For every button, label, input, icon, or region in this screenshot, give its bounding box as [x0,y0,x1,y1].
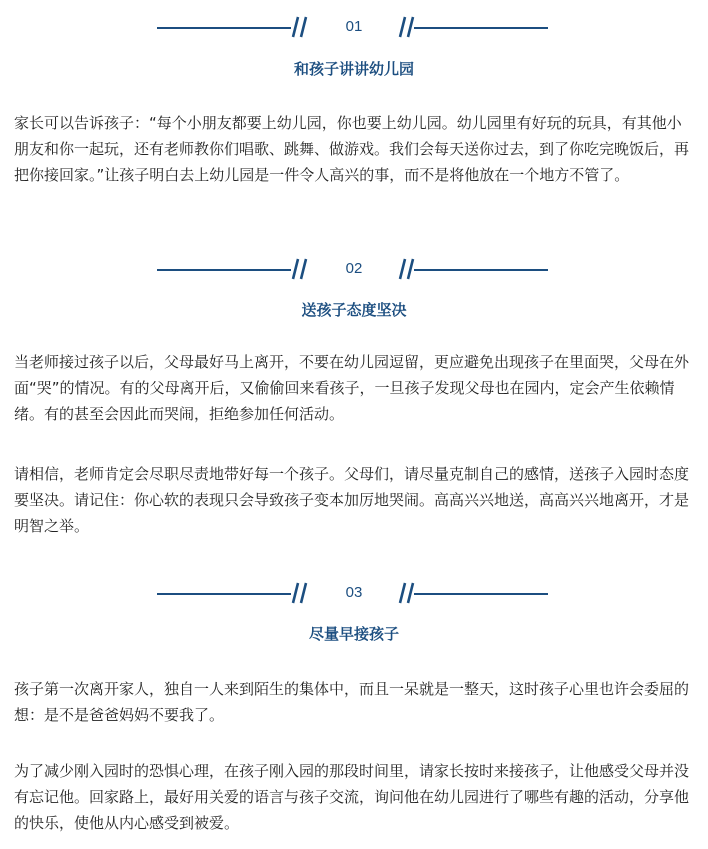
section-paragraph: 家长可以告诉孩子：“每个小朋友都要上幼儿园，你也要上幼儿园。幼儿园里有好玩的玩具，有其他小朋友和你一起玩，还有老师教你们唱歌、跳舞、做游戏。我们会每天送你过去，到了你吃完晚饭后，再把你接回家。”让孩子明白去上幼儿园是一件令人高兴的事，而不是将他放在一个地方不管了。 [14,114,690,184]
divider-line-left [157,27,291,29]
section-divider [0,256,708,286]
section-title: 和孩子讲讲幼儿园 [293,60,414,78]
section-divider [0,14,708,44]
section-paragraph: 请相信，老师肯定会尽职尽责地带好每一个孩子。父母们，请尽量克制自己的感情，送孩子入园时态度要坚决。请记住：你心软的表现只会导致孩子变本加厉地哭闹。高高兴兴地送，高高兴兴地离开，才是明智之举。 [14,465,690,535]
section-paragraph: 孩子第一次离开家人，独自一人来到陌生的集体中，而且一呆就是一整天，这时孩子心里也许会委屈的想：是不是爸爸妈妈不要我了。 [14,680,690,724]
double-slash-icon [290,14,310,40]
section-number: 02 [345,260,363,277]
divider-line-left [157,593,291,595]
section-divider [0,580,708,610]
divider-line-left [157,269,291,271]
section-title: 送孩子态度坚决 [301,301,407,319]
section-number: 01 [345,18,363,35]
double-slash-icon [290,580,310,606]
section-title: 尽量早接孩子 [308,625,399,643]
double-slash-icon [290,256,310,282]
section-paragraph: 当老师接过孩子以后，父母最好马上离开，不要在幼儿园逗留，更应避免出现孩子在里面哭，父母在外面“哭”的情况。有的父母离开后，又偷偷回来看孩子，一旦孩子发现父母也在园内，定会产生依赖情绪。有的甚至会因此而哭闹，拒绝参加任何活动。 [14,353,690,423]
section-number: 03 [345,584,363,601]
divider-line-right [414,593,548,595]
divider-line-right [414,27,548,29]
section-paragraph: 为了减少刚入园时的恐惧心理，在孩子刚入园的那段时间里，请家长按时来接孩子，让他感受父母并没有忘记他。回家路上，最好用关爱的语言与孩子交流，询问他在幼儿园进行了哪些有趣的活动，分享他的快乐，使他从内心感受到被爱。 [14,762,690,832]
divider-line-right [414,269,548,271]
